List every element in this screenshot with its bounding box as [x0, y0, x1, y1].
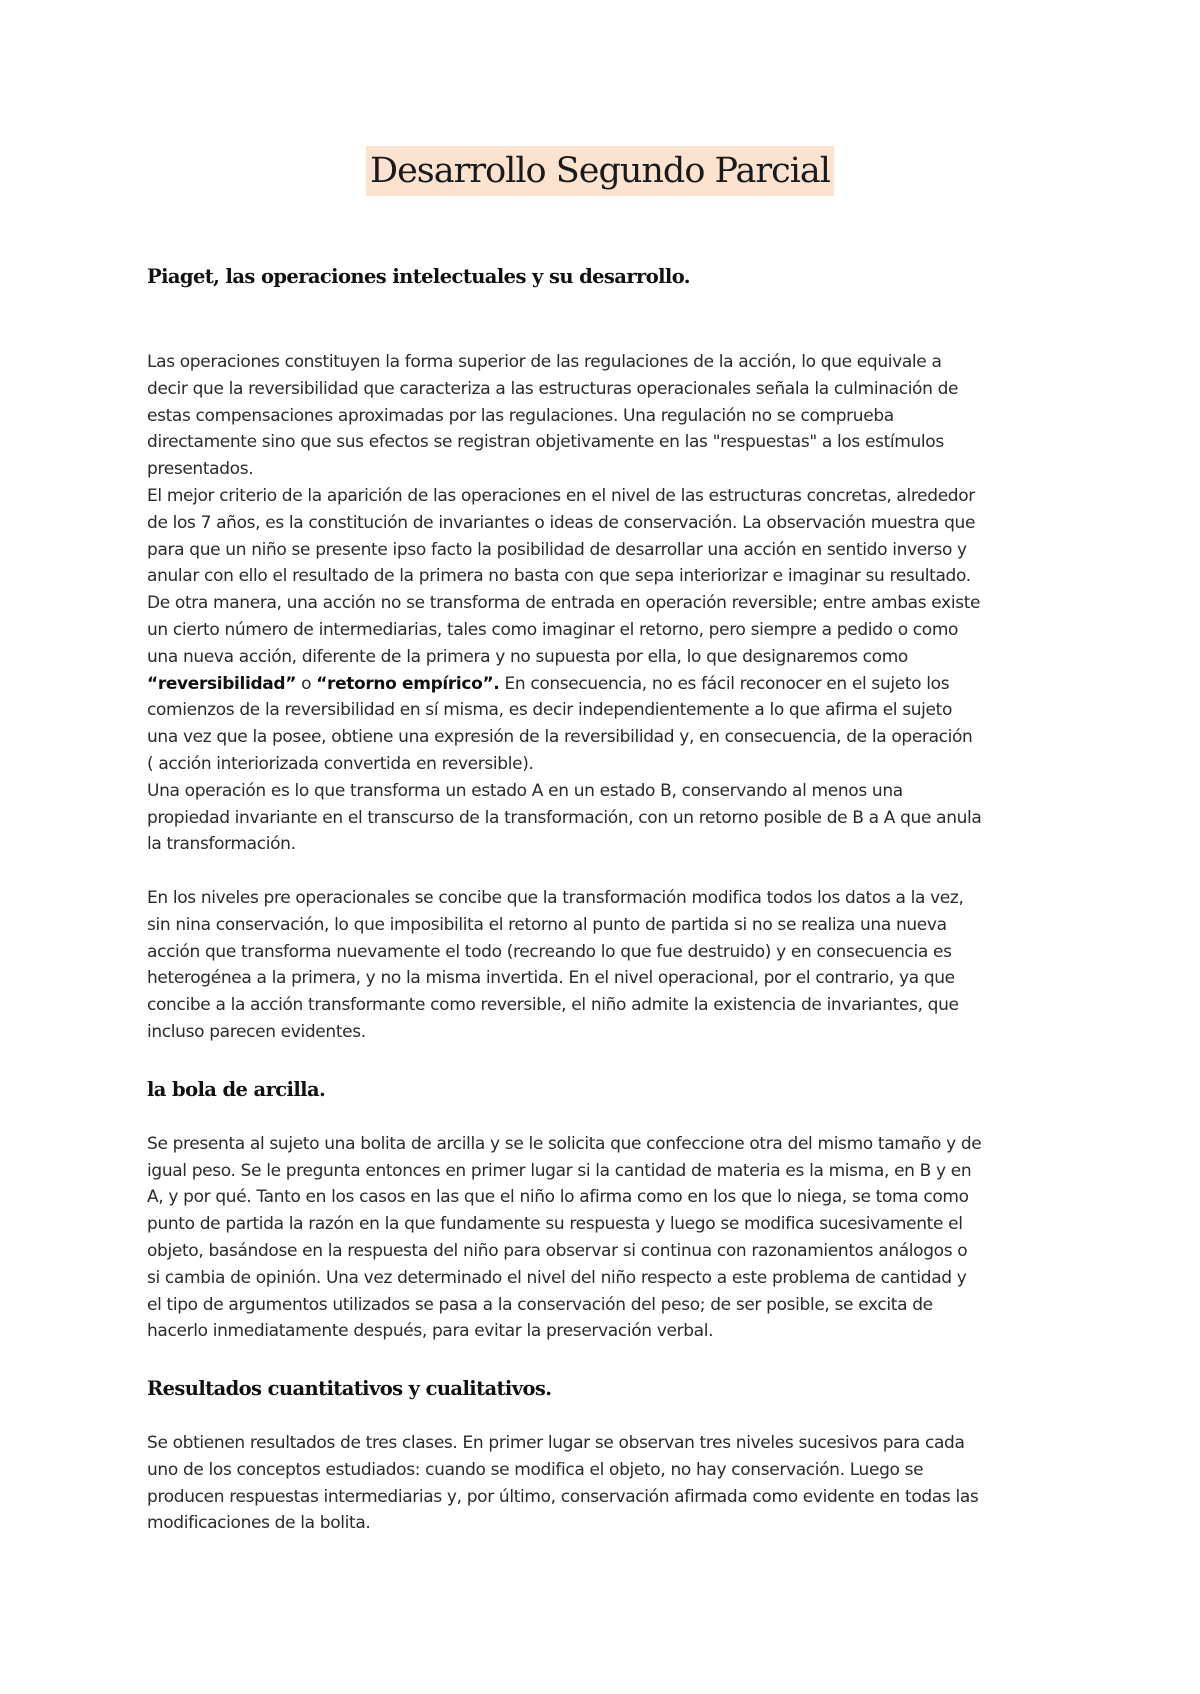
paragraph-line: comienzos de la reversibilidad en sí misma, es decir independientemente a lo que afirma el sujeto — [147, 700, 953, 721]
paragraph-line-with-bold — [147, 671, 1077, 698]
title-container — [0, 146, 1200, 196]
paragraph-line: Una operación es lo que transforma un estado A en un estado B, conservando al menos una — [147, 780, 903, 801]
paragraph-line: El mejor criterio de la aparición de las operaciones en el nivel de las estructuras concretas, alrededor — [147, 485, 975, 506]
paragraph-line: el tipo de argumentos utilizados se pasa a la conservación del peso; de ser posible, se excita de — [147, 1294, 933, 1315]
paragraph-line: Se presenta al sujeto una bolita de arcilla y se le solicita que confeccione otra del mismo tamaño y de — [147, 1133, 982, 1154]
paragraph-line: Las operaciones constituyen la forma superior de las regulaciones de la acción, lo que equivale a — [147, 352, 942, 372]
paragraph-line: heterogénea a la primera, y no la misma invertida. En el nivel operacional, por el contrario, ya que — [147, 968, 955, 989]
paragraph-line: directamente sino que sus efectos se registran objetivamente en las "respuestas" a los estímulos — [147, 432, 944, 453]
paragraph-line: A, y por qué. Tanto en los casos en las que el niño lo afirma como en los que lo niega, se toma como — [147, 1187, 969, 1208]
paragraph-niveles-preoperacionales — [147, 885, 1077, 1046]
paragraph-line: un cierto número de intermediarias, tales como imaginar el retorno, pero siempre a pedido o como — [147, 619, 959, 640]
paragraph-line: incluso parecen evidentes. — [147, 1021, 366, 1042]
paragraph-line: una vez que la posee, obtiene una expresión de la reversibilidad y, en consecuencia, de la operación — [147, 727, 973, 748]
document-title: Desarrollo Segundo Parcial — [366, 146, 834, 196]
paragraph-line: concibe a la acción transformante como reversible, el niño admite la existencia de invariantes, que — [147, 995, 959, 1016]
section-heading-bola-de-arcilla: la bola de arcilla. — [147, 1077, 326, 1101]
paragraph-line: punto de partida la razón en la que fundamente su respuesta y luego se modifica sucesivamente el — [147, 1214, 963, 1235]
bold-term-reversibilidad: “reversibilidad” — [147, 673, 297, 694]
paragraph-line: acción que transforma nuevamente el todo (recreando lo que fue destruido) y en consecuencia es — [147, 941, 952, 962]
section-heading-resultados: Resultados cuantitativos y cualitativos. — [147, 1377, 552, 1401]
paragraph-line: De otra manera, una acción no se transforma de entrada en operación reversible; entre ambas existe — [147, 593, 981, 614]
paragraph-line: propiedad invariante en el transcurso de la transformación, con un retorno posible de B a A que anula — [147, 807, 982, 828]
paragraph-line: sin nina conservación, lo que imposibilita el retorno al punto de partida si no se realiza una nueva — [147, 914, 947, 935]
paragraph-line: modificaciones de la bolita. — [147, 1513, 371, 1534]
paragraph-line: si cambia de opinión. Una vez determinado el nivel del niño respecto a este problema de cantidad y — [147, 1267, 967, 1288]
document-body — [147, 263, 1077, 1537]
paragraph-line: anular con ello el resultado de la primera no basta con que sepa interiorizar e imaginar su resultado. — [147, 566, 971, 587]
paragraph-bola-de-arcilla — [147, 1131, 1077, 1345]
paragraph-line: objeto, basándose en la respuesta del niño para observar si continua con razonamientos análogos o — [147, 1240, 968, 1261]
paragraph-operaciones — [147, 349, 1077, 858]
paragraph-line: para que un niño se presente ipso facto la posibilidad de desarrollar una acción en sentido inverso y — [147, 539, 967, 560]
paragraph-line: hacerlo inmediatamente después, para evitar la preservación verbal. — [147, 1321, 714, 1342]
paragraph-line: uno de los conceptos estudiados: cuando se modifica el objeto, no hay conservación. Luego se — [147, 1459, 924, 1480]
paragraph-line: estas compensaciones aproximadas por las regulaciones. Una regulación no se comprueba — [147, 405, 894, 426]
bold-term-retorno-empirico: “retorno empírico”. — [316, 673, 500, 694]
paragraph-line: presentados. — [147, 459, 254, 480]
paragraph-line: producen respuestas intermediarias y, por último, conservación afirmada como evidente en todas las — [147, 1486, 979, 1507]
connector-text: o — [296, 673, 317, 694]
paragraph-line: la transformación. — [147, 834, 296, 855]
paragraph-line: ( acción interiorizada convertida en reversible). — [147, 753, 534, 774]
paragraph-line: igual peso. Se le pregunta entonces en primer lugar si la cantidad de materia es la misma, en B y en — [147, 1160, 972, 1181]
paragraph-line: de los 7 años, es la constitución de invariantes o ideas de conservación. La observación muestra que — [147, 512, 976, 533]
section-heading-piaget: Piaget, las operaciones intelectuales y su desarrollo. — [147, 265, 690, 288]
paragraph-line: En los niveles pre operacionales se concibe que la transformación modifica todos los datos a la vez, — [147, 887, 964, 908]
paragraph-resultados — [147, 1430, 1077, 1537]
paragraph-line: Se obtienen resultados de tres clases. En primer lugar se observan tres niveles sucesivos para cada — [147, 1433, 965, 1454]
paragraph-line: decir que la reversibilidad que caracteriza a las estructuras operacionales señala la culminación de — [147, 378, 959, 399]
paragraph-line: una nueva acción, diferente de la primera y no supuesta por ella, lo que designaremos como — [147, 646, 908, 667]
line-rest-text: En consecuencia, no es fácil reconocer en el sujeto los — [499, 673, 950, 694]
